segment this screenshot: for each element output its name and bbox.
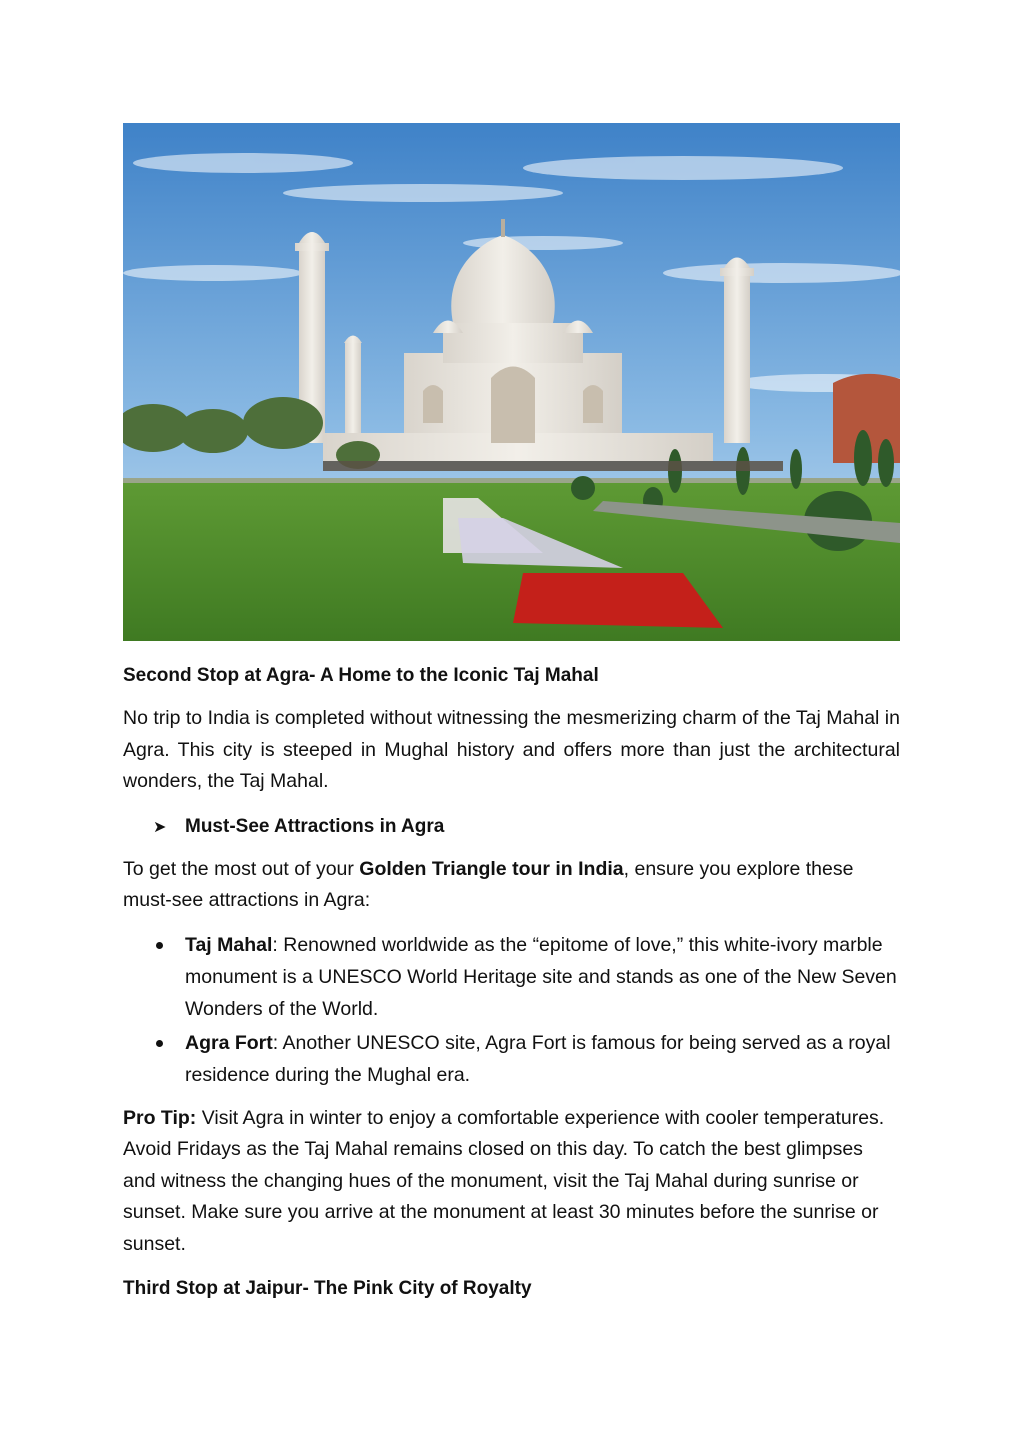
bullet-dot-icon — [156, 1040, 163, 1047]
attractions-lead — [123, 854, 900, 917]
attractions-list — [123, 929, 900, 1091]
list-item-text: : Renowned worldwide as the “epitome of love,” this white-ivory marble monument is a UNESCO World Heritage site and stands as one of the New Seven Wonders of the World. — [185, 933, 897, 1020]
arrow-bullet-icon: ➤ — [153, 818, 167, 836]
list-item — [123, 1027, 900, 1091]
taj-mahal-photo — [123, 123, 900, 641]
lead-text-after: , ensure you explore these must-see attractions in Agra: — [123, 857, 854, 911]
document-page — [123, 123, 900, 1302]
subheading-text: Must-See Attractions in Agra — [185, 815, 445, 837]
section-title-agra: Second Stop at Agra- A Home to the Iconic Taj Mahal — [123, 665, 599, 686]
bullet-dot-icon — [156, 942, 163, 949]
subheading — [123, 814, 900, 840]
section-title-jaipur: Third Stop at Jaipur- The Pink City of Royalty — [123, 1278, 532, 1299]
list-item-text: : Another UNESCO site, Agra Fort is famous for being served as a royal residence during the Mughal era. — [185, 1031, 891, 1086]
section-intro: No trip to India is completed without witnessing the mesmerizing charm of the Taj Mahal in Agra. This city is steeped in Mughal history and offers more than just the architectural wonders, the Taj Mahal. — [123, 707, 900, 792]
list-item-term: Taj Mahal — [185, 933, 273, 956]
list-item-term: Agra Fort — [185, 1031, 273, 1054]
pro-tip-label: Pro Tip: — [123, 1106, 197, 1129]
tour-link-text: Golden Triangle tour in India — [359, 857, 624, 880]
pro-tip — [123, 1103, 900, 1261]
lead-text-before: To get the most out of your — [123, 857, 360, 880]
list-item — [123, 929, 900, 1025]
pro-tip-text: Visit Agra in winter to enjoy a comfortable experience with cooler temperatures. Avoid Fridays as the Taj Mahal remains closed on this day. To catch the best glimpses and witness the changing hues of the monument, visit the Taj Mahal during sunrise or sunset. Make sure you arrive at the monument at least 30 minutes before the sunrise or sunset. — [123, 1106, 885, 1255]
